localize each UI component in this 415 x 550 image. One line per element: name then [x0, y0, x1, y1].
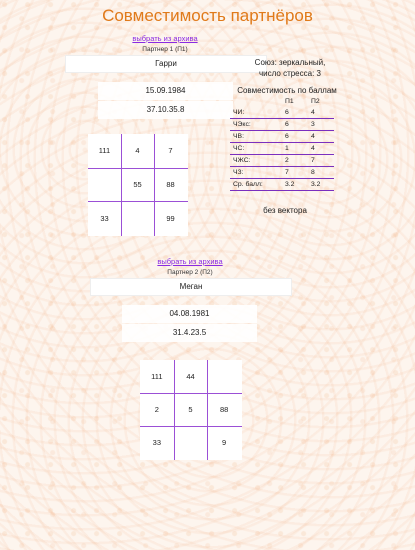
matrix-cell	[207, 360, 241, 393]
score-p1: 2	[282, 155, 308, 167]
score-label: ЧЖС:	[230, 155, 282, 167]
matrix-cell: 111	[151, 372, 163, 381]
union-type: Союз: зеркальный,	[254, 58, 326, 67]
matrix-cell: 7	[168, 146, 173, 156]
score-p1: 1	[282, 143, 308, 155]
scores-table	[230, 96, 334, 191]
score-p2: 8	[308, 167, 334, 179]
score-p2: 3	[308, 119, 334, 131]
score-p1: 6	[282, 107, 308, 119]
table-row	[230, 131, 334, 143]
matrix-cell: 33	[152, 438, 161, 447]
partner1-name-field[interactable]: Гарри	[65, 55, 267, 73]
partner1-label: Партнер 1 (П1)	[142, 46, 188, 53]
matrix-cell	[88, 168, 121, 202]
score-p2: 4	[308, 143, 334, 155]
partner2-label: Партнер 2 (П2)	[167, 269, 213, 276]
score-p1: 7	[282, 167, 308, 179]
score-p2: 7	[308, 155, 334, 167]
partner1-matrix	[88, 134, 188, 236]
matrix-cell: 2	[154, 405, 159, 414]
table-row	[230, 179, 334, 191]
partner1-date: 15.09.1984	[98, 82, 233, 100]
scores-header-p2: П2	[311, 98, 320, 105]
score-p1: 6	[282, 119, 308, 131]
score-label: ЧЭкс:	[230, 119, 282, 131]
score-p2: 4	[308, 131, 334, 143]
scores-header	[230, 96, 282, 107]
table-row	[230, 167, 334, 179]
partner2-code: 31.4.23.5	[122, 324, 257, 342]
score-p1: 6	[282, 131, 308, 143]
partner2-matrix	[140, 360, 242, 460]
score-label: ЧС:	[230, 143, 282, 155]
scores-header-p1: П1	[285, 98, 294, 105]
matrix-cell: 33	[100, 213, 109, 223]
archive-link-partner2[interactable]: выбрать из архива	[157, 257, 223, 266]
score-label: ЧИ:	[230, 107, 282, 119]
scores-title: Совместимость по баллам	[237, 86, 337, 95]
score-p2: 3.2	[308, 179, 334, 191]
partner2-date: 04.08.1981	[122, 305, 257, 323]
matrix-cell: 5	[188, 405, 193, 414]
table-row	[230, 143, 334, 155]
stress-number: число стресса: 3	[259, 69, 321, 78]
partner1-code: 37.10.35.8	[98, 101, 233, 119]
union-info	[230, 57, 350, 79]
matrix-cell: 88	[219, 405, 229, 414]
matrix-cell: 44	[186, 372, 195, 381]
matrix-cell: 9	[222, 438, 227, 447]
matrix-cell	[121, 201, 154, 235]
table-row	[230, 107, 334, 119]
table-row	[230, 155, 334, 167]
page-title: Совместимость партнёров	[102, 6, 313, 25]
score-p1: 3.2	[282, 179, 308, 191]
table-row	[230, 119, 334, 131]
archive-link-partner1[interactable]: выбрать из архива	[132, 34, 198, 43]
matrix-cell	[174, 426, 208, 459]
matrix-cell: 111	[98, 146, 111, 156]
matrix-cell: 55	[133, 179, 142, 189]
matrix-cell: 4	[135, 146, 140, 156]
vector-status: без вектора	[263, 206, 307, 215]
score-label: ЧВ:	[230, 131, 282, 143]
score-label: ЧЗ:	[230, 167, 282, 179]
score-label: Ср. балл:	[230, 179, 282, 191]
score-p2: 4	[308, 107, 334, 119]
matrix-cell: 99	[166, 213, 175, 223]
partner2-name-field[interactable]: Меган	[90, 278, 292, 296]
matrix-cell: 88	[166, 179, 175, 189]
